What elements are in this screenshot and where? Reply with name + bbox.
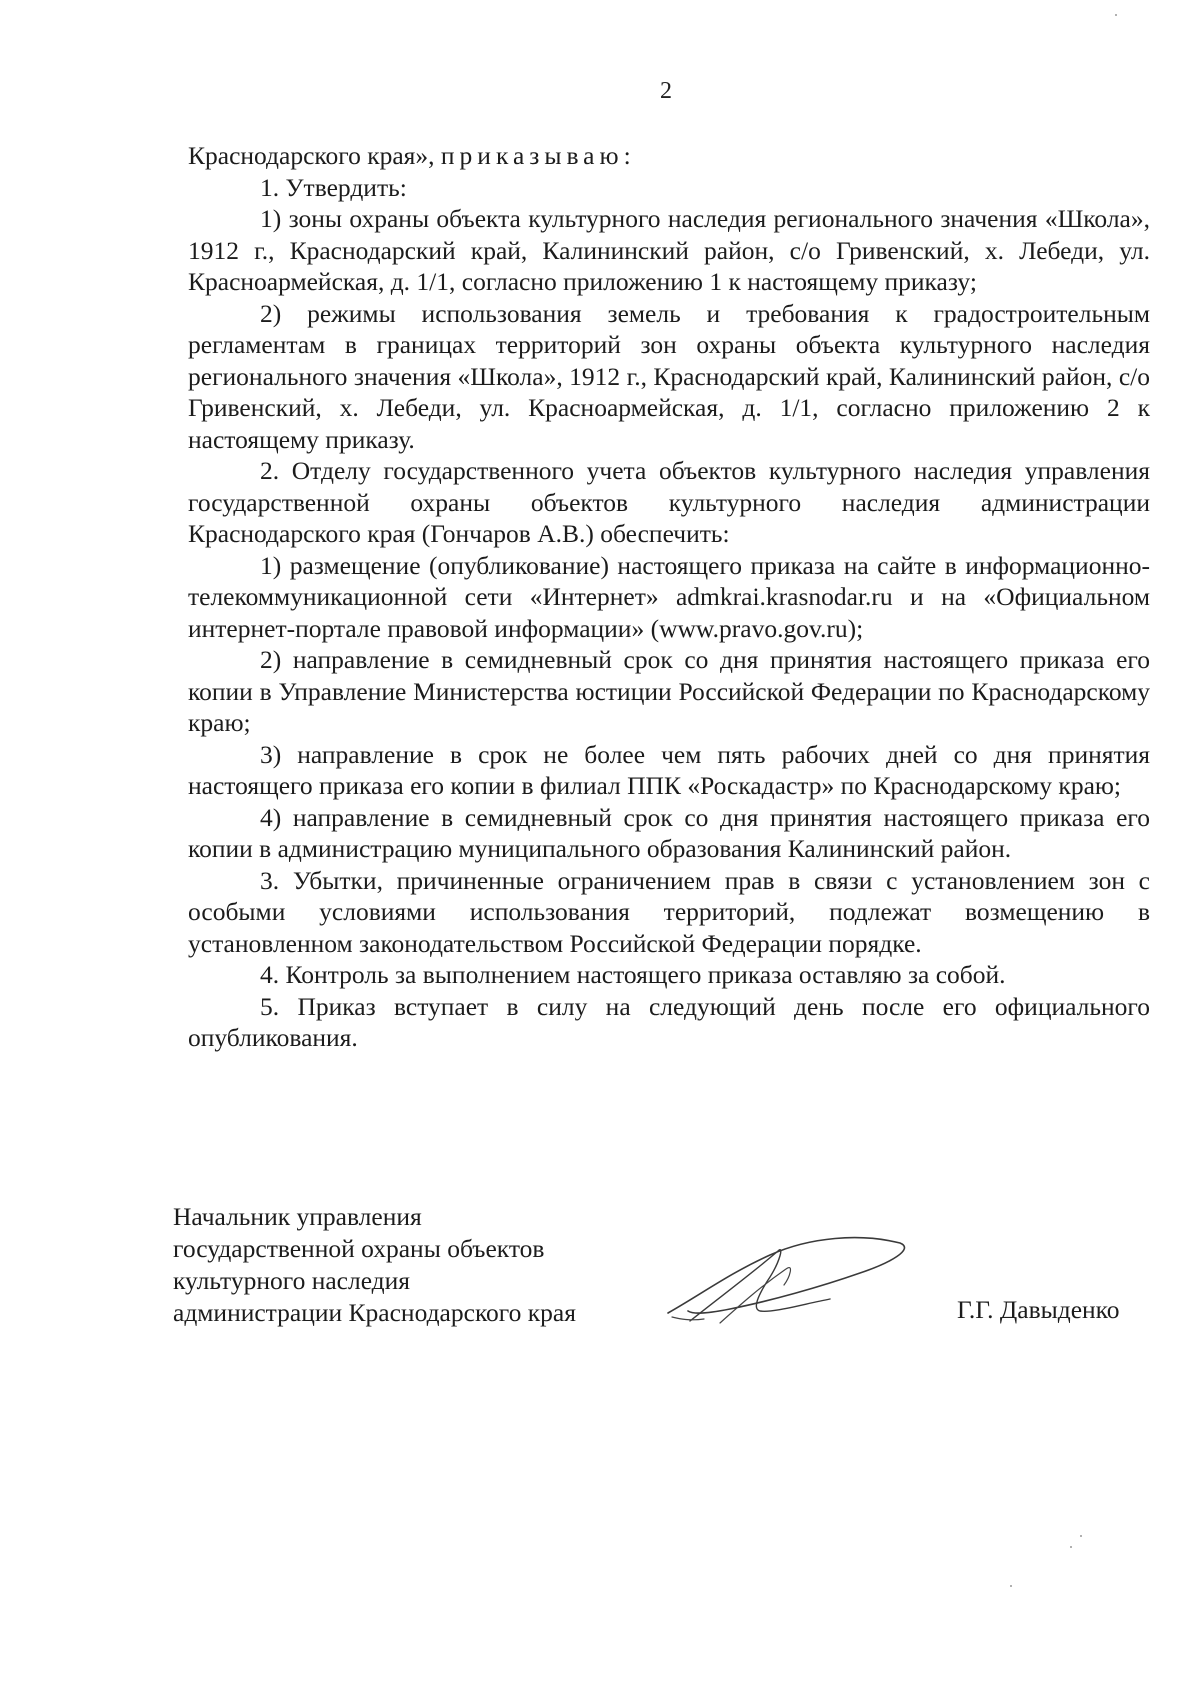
handwritten-signature: [660, 1225, 920, 1335]
scan-speck: [1080, 1535, 1082, 1537]
paragraph-1-1: 1) зоны охраны объекта культурного наследия регионального значения «Школа», 1912 г., Краснодарский край, Калининский район, с/о Гривенский, х. Лебеди, ул. Красноармейская, д. 1/1, согласно приложению 1 к настоящему приказу;: [188, 204, 1150, 296]
intro-text: Краснодарского края»,: [188, 141, 441, 170]
position-line: культурного наследия: [173, 1266, 411, 1295]
position-line: государственной охраны объектов: [173, 1234, 545, 1263]
paragraph-4: 4. Контроль за выполнением настоящего приказа оставляю за собой.: [260, 960, 1006, 989]
paragraph-1-2: 2) режимы использования земель и требования к градостроительным регламентам в границах территорий зон охраны объекта культурного наследия регионального значения «Школа», 1912 г., Краснодарский край, Калининский район, с/о Гривенский, х. Лебеди, ул. Красноармейская, д. 1/1, согласно приложению 2 к настоящему приказу.: [188, 298, 1150, 454]
scan-speck: [1070, 1546, 1072, 1548]
signatory-name: Г.Г. Давыденко: [957, 1295, 1120, 1324]
paragraph-2-1: 1) размещение (опубликование) настоящего приказа на сайте в информационно-телекоммуникационной сети «Интернет» admkrai.krasnodar.ru и на «Официальном интернет-портале правовой информации» (www.pravo.gov.ru);: [188, 550, 1150, 643]
paragraph-2-4: 4) направление в семидневный срок со дня принятия настоящего приказа его копии в администрацию муниципального образования Калининский район.: [188, 802, 1150, 863]
position-line: Начальник управления: [173, 1202, 422, 1231]
signatory-position: [173, 1201, 576, 1329]
order-keyword: приказываю: [440, 141, 624, 170]
paragraph-3: 3. Убытки, причиненные ограничением прав в связи с установлением зон с особыми условиями использования территорий, подлежат возмещению в установленном законодательством Российской Федерации порядке.: [188, 865, 1150, 958]
paragraph-5: 5. Приказ вступает в силу на следующий день после его официального опубликования.: [188, 991, 1150, 1052]
paragraph-2: 2. Отделу государственного учета объектов культурного наследия управления государственной охраны объектов культурного наследия администрации Краснодарского края (Гончаров А.В.) обеспечить:: [188, 456, 1150, 548]
page-number: 2: [660, 78, 672, 104]
document-body: [188, 140, 1150, 1054]
scan-speck: [1115, 14, 1117, 16]
scan-speck: [1010, 1585, 1012, 1587]
paragraph-2-3: 3) направление в срок не более чем пять рабочих дней со дня принятия настоящего приказа его копии в филиал ППК «Роскадастр» по Краснодарскому краю;: [188, 739, 1150, 800]
paragraph-2-2: 2) направление в семидневный срок со дня принятия настоящего приказа его копии в Управление Министерства юстиции Российской Федерации по Краснодарскому краю;: [188, 645, 1150, 737]
paragraph-intro: [188, 140, 1150, 172]
intro-colon: :: [623, 141, 631, 170]
paragraph-1: 1. Утвердить:: [260, 172, 407, 202]
position-line: администрации Краснодарского края: [173, 1298, 576, 1327]
